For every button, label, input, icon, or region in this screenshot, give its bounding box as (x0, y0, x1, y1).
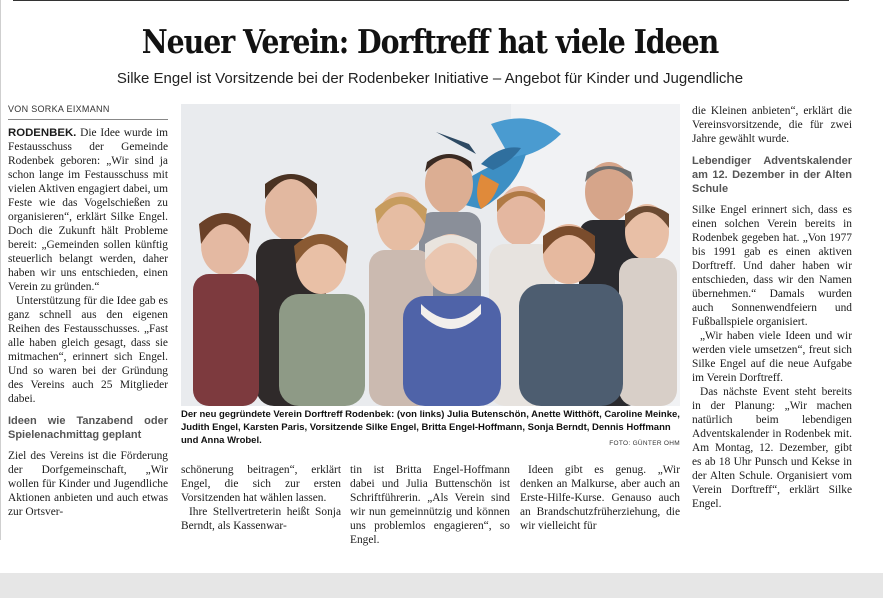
paragraph: Ziel des Vereins ist die Förderung der Dorfgemeinschaft, „Wir wollen für Kinder und Jugendliche Aktionen anbieten und auch etwas zur Ortsver- (8, 450, 168, 518)
group-photo (181, 104, 680, 406)
photo-caption (181, 408, 680, 450)
paragraph: schönerung beitragen“, erklärt Engel, die sich zur ersten Vorsitzenden hat wählen lassen. (181, 464, 341, 504)
column-3 (350, 463, 510, 547)
column-1 (8, 126, 168, 519)
viewer-bottom-band (0, 573, 883, 598)
paragraph: Ihre Stellvertreterin heißt Sonja Berndt, als Kassenwar- (181, 506, 341, 532)
paragraph: Unterstützung für die Idee gab es ganz schnell aus den eigenen Reihen des Festausschusses. „Fast alle haben gleich gesagt, dass sie mitmachen“, erinnert sich Engel. Und so waren bei der Gründung des Vereins auch 25 Mitglieder dabei. (8, 295, 168, 405)
paragraph: die Kleinen anbieten“, erklärt die Vereinsvorsitzende, die für zwei Jahre gewählt wurde. (692, 105, 852, 145)
byline-rule (8, 119, 168, 120)
headline: Neuer Verein: Dorftreff hat viele Ideen (141, 22, 719, 61)
photo-credit: FOTO: GÜNTER OHM (609, 440, 680, 447)
paragraph (8, 126, 168, 294)
paragraph-text: Die Idee wurde im Festausschuss der Gemeinde Rodenbek geboren: „Wir sind ja schon lange im Festausschuss mit vielen Aktiven engagiert dabei, um Feste wie das Vogelschießen zu organisieren“, erklärt Silke Engel. Doch die Zukunft hält Probleme bereit: „Gemeinden sollen künftig steuerlich belangt werden, daher haben wir uns entschieden, einen Verein zu gründen.“ (8, 127, 168, 293)
paragraph: Silke Engel erinnert sich, dass es einen solchen Verein bereits in Rodenbek gegeben hat. „Von 1977 bis 1991 gab es einen aktiven Dorftreff. Und daher haben wir entschieden, dass wir den Namen übernehmen.“ Damals wurden auch Sonnenwendfeiern und Fußballspiele organisiert. (692, 204, 852, 328)
top-rule (13, 0, 849, 1)
paragraph: Ideen gibt es genug. „Wir denken an Malkurse, aber auch an Erste-Hilfe-Kurse. Genauso auch an Brandschutzfrüherziehung, die wir vielleicht für (520, 464, 680, 532)
paragraph: „Wir haben viele Ideen und wir werden viele umsetzen“, freut sich Silke Engel auf die neue Aufgabe im Verein Dorftreff. (692, 330, 852, 384)
caption-text: Der neu gegründete Verein Dorftreff Rodenbek: (von links) Julia Butenschön, Anette Witthöft, Caroline Meinke, Judith Engel, Karsten Paris, Vorsitzende Silke Engel, Britta Engel-Hoffmann, Sonja Berndt, Dennis Hoffmann und Anna Wrobel. (181, 409, 680, 446)
paragraph: tin ist Britta Engel-Hoffmann dabei und Julia Buttenschön ist Schriftführerin. „Als Verein sind wir nun gemeinnützig und können uns problemlos engagieren“, so Engel. (350, 464, 510, 546)
column-5 (692, 104, 852, 511)
byline: VON SORKA EIXMANN (8, 104, 110, 114)
paragraph: Das nächste Event steht bereits in der Planung: „Wir machen natürlich beim lebendigen Adventskalender in Rodenbek mit. Am Montag, 12. Dezember, gibt es ab 18 Uhr Punsch und Kekse in der Alten Schule. Organisiert vom Verein Dorftreff“, erklärt Silke Engel. (692, 386, 852, 510)
subheading: Ideen wie Tanzabend oder Spielenachmittag geplant (8, 415, 168, 441)
dateline: RODENBEK. (8, 127, 77, 139)
column-4 (520, 463, 680, 533)
column-2 (181, 463, 341, 533)
subhead: Silke Engel ist Vorsitzende bei der Rodenbeker Initiative – Angebot für Kinder und Jugendliche (116, 70, 744, 87)
subheading: Lebendiger Adventskalender am 12. Dezember in der Alten Schule (692, 155, 852, 195)
people-group (193, 154, 677, 406)
